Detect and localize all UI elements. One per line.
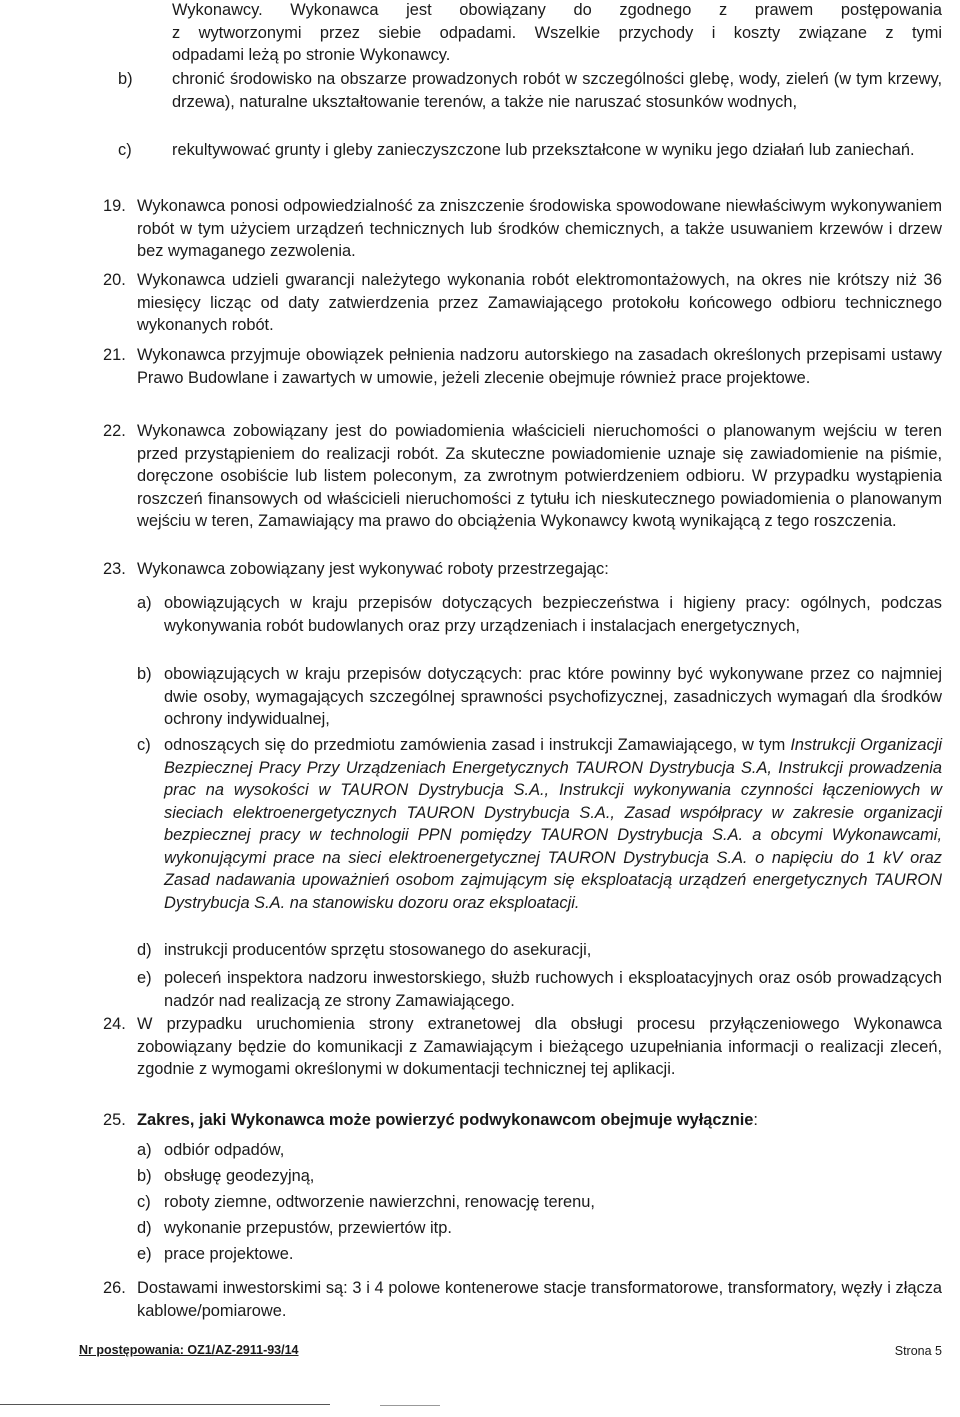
item-25-a-text: odbiór odpadów,: [164, 1141, 285, 1159]
intro-b-text: chronić środowisko na obszarze prowadzonych robót w szczególności glebę, wody, zieleń (w tym krzewy, drzewa), naturalne ukształtowanie terenów, a także nie naruszać stosunków wodnych,: [172, 70, 942, 111]
item-25-number: 25.: [103, 1111, 126, 1129]
item-26-text: Dostawami inwestorskimi są: 3 i 4 polowe kontenerowe stacje transformatorowe, transformatory, węzły i złącza kablowe/pomiarowe.: [137, 1279, 942, 1320]
item-22-text: Wykonawca zobowiązany jest do powiadomienia właścicieli nieruchomości o planowanym wejściu w teren przed przystąpieniem do realizacji robót. Za skuteczne powiadomienie uznaje się zawiadomienie na piśmie, doręczone osobiście lub listem poleconym, za zwrotnym potwierdzeniem odbioru. W przypadku wystąpienia roszczeń finansowych od właścicieli nieruchomości z tytułu ich nieskutecznego powiadomienia o planowanym wejściu w teren, Zamawiający ma prawo do obciążenia Wykonawcy kwotą wynikającą z tego roszczenia.: [137, 422, 942, 530]
intro-c-label: c): [118, 141, 132, 159]
item-24-text: W przypadku uruchomienia strony extranetowej dla obsługi procesu przyłączeniowego Wykonawca zobowiązany będzie do komunikacji z Zamawiającym i bieżącego uzupełniania informacji o realizacji zleceń, zgodnie z wymogami określonymi w dokumentacji technicznej tej aplikacji.: [137, 1015, 942, 1078]
item-23-d-label: d): [137, 941, 152, 959]
intro-b-label: b): [118, 70, 133, 88]
intro-line-1: Wykonawcy. Wykonawca jest obowiązany do zgodnego z prawem postępowania: [172, 1, 942, 19]
intro-line-3: odpadami leżą po stronie Wykonawcy.: [172, 46, 451, 64]
item-25-b-text: obsługę geodezyjną,: [164, 1167, 315, 1185]
item-25-heading-line: [137, 1109, 942, 1132]
item-21-text: Wykonawca przyjmuje obowiązek pełnienia nadzoru autorskiego na zasadach określonych przepisami ustawy Prawo Budowlane i zawartych w umowie, jeżeli zlecenie obejmuje również prace projektowe.: [137, 346, 942, 387]
item-19-number: 19.: [103, 197, 126, 215]
item-23-e-text: poleceń inspektora nadzoru inwestorskiego, służb ruchowych i eksploatacyjnych oraz osób prowadzących nadzór nad realizacją ze strony Zamawiającego.: [164, 969, 942, 1010]
item-26-number: 26.: [103, 1279, 126, 1297]
item-21-number: 21.: [103, 346, 126, 364]
item-23-a-label: a): [137, 594, 152, 612]
item-23-d-text: instrukcji producentów sprzętu stosowanego do asekuracji,: [164, 941, 592, 959]
item-25-d-label: d): [137, 1219, 152, 1237]
item-25-heading-suffix: :: [753, 1111, 758, 1129]
item-23-number: 23.: [103, 560, 126, 578]
scan-rule-fragment: [380, 1405, 440, 1406]
item-25-heading: Zakres, jaki Wykonawca może powierzyć podwykonawcom obejmuje wyłącznie: [137, 1111, 754, 1129]
item-25-e-text: prace projektowe.: [164, 1245, 294, 1263]
item-25-c-text: roboty ziemne, odtworzenie nawierzchni, renowację terenu,: [164, 1193, 595, 1211]
item-23-c-text: [164, 734, 942, 914]
footer-reference-number: Nr postępowania: OZ1/AZ-2911-93/14: [79, 1343, 299, 1357]
item-25-c-label: c): [137, 1193, 151, 1211]
item-19-text: Wykonawca ponosi odpowiedzialność za zniszczenie środowiska spowodowane niewłaściwym wykonywaniem robót w tym użyciem urządzeń technicznych lub środków chemicznych, a także usuwaniem krzewów i drzew bez wymaganego zezwolenia.: [137, 197, 942, 260]
item-25-b-label: b): [137, 1167, 152, 1185]
item-23-text: Wykonawca zobowiązany jest wykonywać roboty przestrzegając:: [137, 560, 609, 578]
item-23-b-label: b): [137, 665, 152, 683]
footer-page-number: Strona 5: [894, 1344, 942, 1358]
item-20-number: 20.: [103, 271, 126, 289]
intro-c-text: rekultywować grunty i gleby zanieczyszczone lub przekształcone w wyniku jego działań lub zaniechań.: [172, 141, 915, 159]
item-22-number: 22.: [103, 422, 126, 440]
item-23-c-italic: Instrukcji Organizacji Bezpiecznej Pracy Przy Urządzeniach Energetycznych TAURON Dystrybucja S.A, Instrukcji prowadzenia prac na wysokości w TAURON Dystrybucja S.A., Instrukcji wykonywania czynności łączeniowych w sieciach elektroenergetycznych TAURON Dystrybucja S.A., Zasad współpracy w zakresie organizacji bezpiecznej pracy w technologii PPN pomiędzy TAURON Dystrybucja S.A. a obcymi Wykonawcami, wykonującymi prace na sieci elektroenergetycznej TAURON Dystrybucja S.A. o napięciu do 1 kV oraz Zasad nadawania upoważnień osobom zajmującym się eksploatacją urządzeń energetycznych TAURON Dystrybucja S.A. na stanowisku dozoru oraz eksploatacji.: [164, 736, 942, 912]
item-24-number: 24.: [103, 1015, 126, 1033]
item-25-d-text: wykonanie przepustów, przewiertów itp.: [164, 1219, 452, 1237]
item-23-b-text: obowiązujących w kraju przepisów dotyczących: prac które powinny być wykonywane przez co najmniej dwie osoby, wymagających szczególnej sprawności psychofizycznej, zasadniczych wymagań dla środków ochrony indywidualnej,: [164, 665, 942, 728]
scan-rule-line: [0, 1404, 330, 1405]
item-25-a-label: a): [137, 1141, 152, 1159]
item-23-c-plain: odnoszących się do przedmiotu zamówienia zasad i instrukcji Zamawiającego, w tym: [164, 736, 786, 754]
intro-line-2: z wytworzonymi przez siebie odpadami. Wszelkie przychody i koszty związane z tymi: [172, 23, 942, 42]
item-20-text: Wykonawca udzieli gwarancji należytego wykonania robót elektromontażowych, na okres nie krótszy niż 36 miesięcy licząc od daty zatwierdzenia przez Zamawiającego protokołu końcowego odbioru technicznego wykonanych robót.: [137, 271, 942, 334]
item-23-c-label: c): [137, 736, 151, 754]
item-23-e-label: e): [137, 969, 152, 987]
item-23-a-text: obowiązujących w kraju przepisów dotyczących bezpieczeństwa i higieny pracy: ogólnych, podczas wykonywania robót budowlanych oraz przy urządzeniach i instalacjach energetycznych,: [164, 594, 942, 635]
item-25-e-label: e): [137, 1245, 152, 1263]
intro-continuation: [172, 0, 942, 67]
